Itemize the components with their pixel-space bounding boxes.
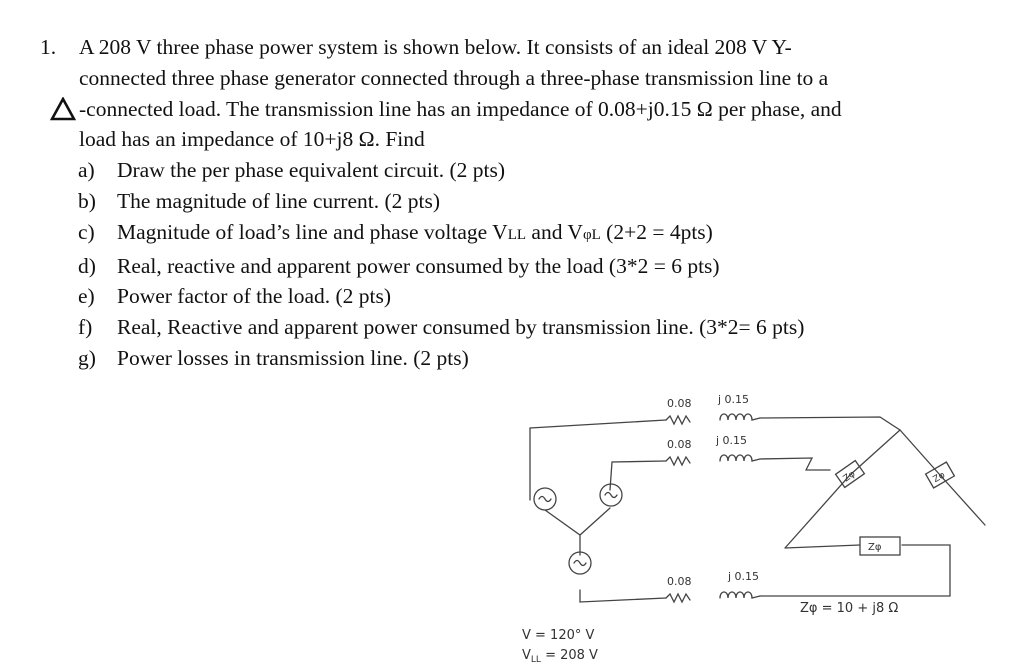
stem-line-4: load has an impedance of 10+j8 Ω. Find <box>79 127 425 152</box>
line-inductor-1 <box>720 414 760 420</box>
load-label-left: Zφ <box>841 469 858 485</box>
source-b-icon <box>600 484 622 506</box>
part-e: e) Power factor of the load. (2 pts) <box>78 284 392 309</box>
r1-label: 0.08 <box>667 397 692 410</box>
part-a: a) Draw the per phase equivalent circuit. (2 pts) <box>78 158 506 183</box>
line-inductor-2 <box>720 455 760 461</box>
line-resistor-1 <box>666 416 690 424</box>
stem-line-2: connected three phase generator connected through a three-phase transmission line to a <box>79 65 829 90</box>
source-c-icon <box>569 552 591 574</box>
line-resistor-2 <box>666 457 690 465</box>
part-b: b) The magnitude of line current. (2 pts) <box>78 188 440 213</box>
question-1 <box>40 32 1000 374</box>
part-f: f) Real, Reactive and apparent power consumed by transmission line. (3*2= 6 pts) <box>78 315 805 340</box>
load-delta <box>785 430 985 548</box>
line-wire-middle <box>610 458 812 490</box>
question-number: 1. <box>40 35 57 59</box>
line-inductor-3 <box>720 592 760 598</box>
x1-label: j 0.15 <box>718 393 750 406</box>
phase-voltage-note: V = 120° V <box>522 628 595 643</box>
question-parts-list <box>78 155 1000 374</box>
load-impedance-box-bottom <box>860 537 900 555</box>
line-wire-bottom <box>580 545 950 602</box>
question-stem <box>79 32 1000 155</box>
line-voltage-note: $V_{LL} = 208$ V <box>522 648 598 665</box>
line-wire-top <box>530 417 900 430</box>
load-impedance-box-right <box>926 462 955 488</box>
part-c: c) Magnitude of load’s line and phase voltage VLL and VφL (2+2 = 4pts) <box>78 219 713 244</box>
stem-line-1: A 208 V three phase power system is shown below. It consists of an ideal 208 V Y- <box>79 35 792 59</box>
generator-wye <box>545 508 610 555</box>
load-label-right: Zφ <box>931 470 948 486</box>
source-a-icon <box>534 488 556 510</box>
x3-label: j 0.15 <box>728 570 760 583</box>
r2-label: 0.08 <box>667 438 692 451</box>
part-g: g) Power losses in transmission line. (2 pts) <box>78 345 469 370</box>
stem-line-3-container <box>79 94 1000 125</box>
line-resistor-3 <box>666 594 690 602</box>
r3-label: 0.08 <box>667 575 692 588</box>
stem-line-3: -connected load. The transmission line has an impedance of 0.08+j0.15 Ω per phase, and <box>79 96 842 121</box>
load-label-bottom: Zφ <box>868 542 882 553</box>
part-d: d) Real, reactive and apparent power consumed by the load (3*2 = 6 pts) <box>78 253 720 278</box>
x2-label: j 0.15 <box>716 434 748 447</box>
delta-symbol-icon <box>50 97 76 121</box>
load-impedance-box-left <box>836 461 865 488</box>
load-impedance-note: Zφ = 10 + j8 Ω <box>800 601 899 616</box>
